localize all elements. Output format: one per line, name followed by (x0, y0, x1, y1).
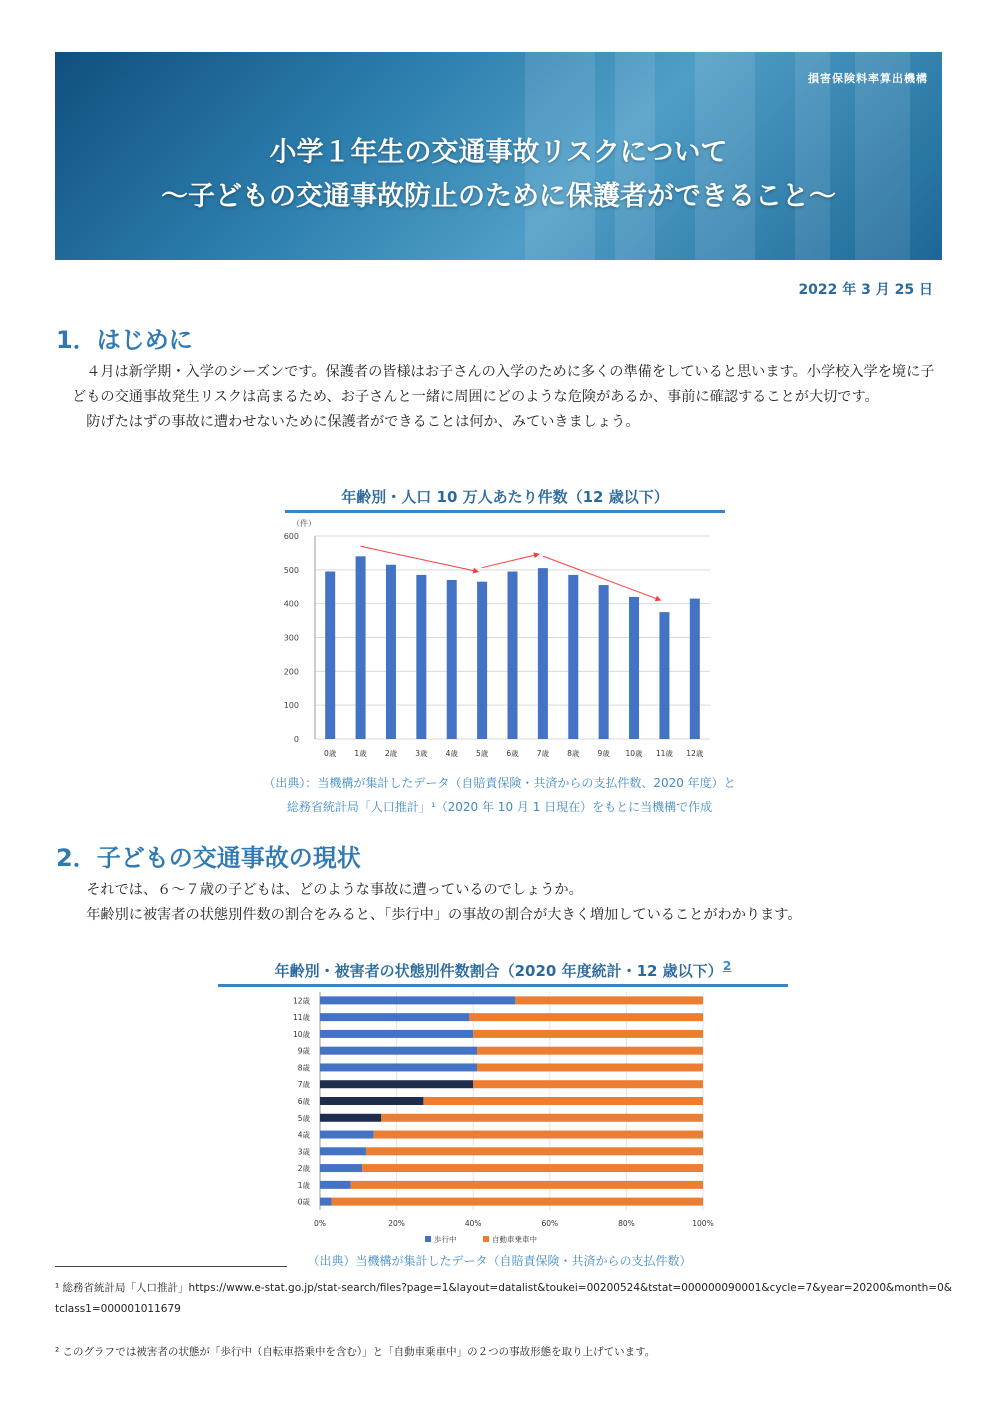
chart1-x-tick-label: 8歳 (567, 749, 580, 758)
chart1-bar (356, 556, 366, 739)
chart2-y-tick-label: 9歳 (297, 1046, 310, 1056)
chart1-svg (270, 512, 730, 772)
chart2-y-tick-label: 4歳 (297, 1130, 310, 1140)
chart2-bar-walk (320, 1198, 331, 1206)
section2-body (72, 878, 942, 928)
chart2-bar-car (477, 1063, 703, 1071)
footnote-1: ¹ 総務省統計局「人口推計」https://www.e-stat.go.jp/stat-search/files?page=1&layout=datalist&toukei=00200524&tstat=000000090001&cycle=7&year=20200&month=0&tclass1=000001011679 (55, 1282, 952, 1315)
chart1-x-tick-label: 2歳 (384, 749, 398, 758)
chart1-bar (416, 575, 426, 739)
section2-paragraph: 年齢別に被害者の状態別件数の割合をみると、「歩行中」の事故の割合が大きく増加していることがわかります。 (86, 907, 802, 923)
chart1-unit-label: （件） (292, 519, 316, 528)
chart1-y-tick-label: 600 (283, 532, 299, 541)
chart1-bar (477, 582, 487, 739)
chart1-x-tick-label: 3歳 (415, 749, 428, 758)
section2-paragraph: それでは、６～７歳の子どもは、どのような事故に遭っているのでしょうか。 (86, 882, 583, 898)
chart2-bar-car (331, 1198, 703, 1206)
chart1-bar (538, 568, 548, 739)
chart2-bar-walk (320, 1147, 366, 1155)
chart1-y-tick-label: 200 (283, 667, 299, 677)
chart2-y-tick-label: 3歳 (297, 1147, 310, 1157)
chart1-bar (659, 612, 669, 739)
chart1-title: 年齢別・人口 10 万人あたり件数（12 歳以下） (285, 486, 725, 513)
chart1-trend-arrow (482, 554, 539, 568)
chart2-x-tick-label: 20% (388, 1219, 405, 1228)
section1-paragraph: ４月は新学期・入学のシーズンです。保護者の皆様はお子さんの入学のために多くの準備をしていると思います。小学校入学を境に子どもの交通事故発生リスクは高まるため、お子さんと一緒に周囲にどのような危険があるか、事前に確認することが大切です。 (72, 364, 935, 405)
footnote-2: ² このグラフでは被害者の状態が「歩行中（自転車搭乗中を含む）」と「自動車乗車中」の２つの事故形態を取り上げています。 (55, 1346, 656, 1358)
chart2-bar-walk (320, 1097, 423, 1105)
chart1-bar (568, 575, 578, 739)
chart2-bar-walk (320, 1030, 473, 1038)
document-subtitle: ～子どもの交通事故防止のために保護者ができること～ (161, 181, 836, 212)
chart1-y-tick-label: 400 (283, 599, 299, 609)
chart2-y-tick-label: 0歳 (297, 1197, 310, 1207)
chart1-bar (447, 580, 457, 739)
chart2-title-text: 年齢別・被害者の状態別件数割合（2020 年度統計・12 歳以下） (274, 962, 723, 980)
chart2-legend-label-car: 自動車乗車中 (492, 1235, 537, 1244)
chart1-bar (629, 597, 639, 739)
chart2-y-tick-label: 8歳 (297, 1063, 310, 1073)
chart2-bar-walk (320, 1013, 469, 1021)
chart2-bar-car (362, 1164, 703, 1172)
chart1-x-tick-label: 7歳 (536, 749, 550, 758)
chart2-bar-car (423, 1097, 703, 1105)
chart2-x-tick-label: 100% (692, 1219, 714, 1228)
chart2-bar-walk (320, 1131, 374, 1139)
chart1-y-tick-label: 300 (283, 633, 299, 643)
chart2-source: （出典）当機構が集計したデータ（自賠責保険・共済からの支払件数） (307, 1254, 692, 1268)
chart1-source-line2: 総務省統計局「人口推計」¹（2020 年 10 月 1 日現在）をもとに当機構で作成 (286, 800, 713, 814)
chart2-y-tick-label: 1歳 (297, 1180, 310, 1190)
organization-name: 損害保険料率算出機構 (808, 72, 928, 85)
chart1-x-tick-label: 9歳 (597, 749, 610, 758)
chart1-x-tick-label: 10歳 (625, 749, 643, 758)
chart2-y-tick-label: 12歳 (292, 996, 310, 1006)
chart1-y-tick-label: 0 (293, 735, 299, 744)
chart2-y-tick-label: 5歳 (297, 1113, 310, 1123)
chart2-x-tick-label: 60% (541, 1219, 559, 1228)
chart2-title (218, 958, 788, 987)
chart1-bar (386, 565, 396, 739)
chart1-x-tick-label: 0歳 (324, 749, 337, 758)
chart2-bar-walk (320, 1080, 473, 1088)
chart2-bar-car (477, 1047, 703, 1055)
chart1-y-tick-label: 100 (283, 701, 299, 711)
chart2-bar-car (473, 1080, 703, 1088)
chart2-x-tick-label: 40% (464, 1219, 482, 1228)
chart2-legend-swatch-car (483, 1236, 489, 1242)
chart2-bar-walk (320, 1181, 351, 1189)
chart1-y-tick-label: 500 (283, 565, 299, 575)
chart2-legend-swatch-walk (425, 1236, 431, 1242)
chart2-legend-label-walk: 歩行中 (434, 1235, 457, 1244)
chart2-bar-walk (320, 996, 515, 1004)
chart1-bar (690, 599, 700, 739)
chart2-bar-car (469, 1013, 703, 1021)
chart1-bar (599, 585, 609, 739)
chart2-y-tick-label: 7歳 (297, 1080, 310, 1090)
chart2-bar-car (351, 1181, 703, 1189)
chart1-x-tick-label: 6歳 (506, 749, 519, 758)
chart2-y-tick-label: 10歳 (292, 1029, 310, 1039)
section1-paragraph: 防げたはずの事故に遭わせないために保護者ができることは何か、みていきましょう。 (86, 414, 640, 430)
chart1-trend-arrow (361, 546, 479, 571)
chart2-y-tick-label: 6歳 (297, 1097, 310, 1106)
section1-body (72, 360, 942, 435)
chart2-y-tick-label: 11歳 (292, 1013, 310, 1023)
chart1-x-tick-label: 5歳 (475, 749, 489, 758)
chart1-source-line1: （出典）：当機構が集計したデータ（自賠責保険・共済からの支払件数、2020 年度）と (263, 776, 736, 790)
document-title: 小学１年生の交通事故リスクについて (269, 137, 728, 168)
chart2-bar-car (374, 1131, 703, 1139)
chart1-x-tick-label: 4歳 (445, 749, 458, 758)
chart1-x-tick-label: 12歳 (686, 749, 704, 758)
chart2-bar-walk (320, 1047, 477, 1055)
chart2-bar-walk (320, 1114, 381, 1122)
chart1-bar (325, 572, 335, 739)
section1-heading: 1．はじめに (56, 326, 193, 354)
chart2-bar-car (381, 1114, 703, 1122)
footnote-divider (55, 1266, 287, 1267)
header-banner (55, 52, 942, 260)
chart2-title-footnote-ref[interactable]: 2 (722, 958, 732, 973)
chart1-x-tick-label: 1歳 (354, 749, 367, 758)
section2-heading: 2．子どもの交通事故の現状 (56, 844, 361, 872)
chart2-bar-car (366, 1147, 703, 1155)
chart2-x-tick-label: 80% (618, 1219, 635, 1228)
chart2-x-tick-label: 0% (314, 1219, 326, 1228)
chart2-y-tick-label: 2歳 (297, 1164, 310, 1174)
chart2-bar-car (515, 996, 703, 1004)
chart1-bar (508, 572, 518, 739)
chart2-bar-walk (320, 1063, 477, 1071)
chart2-bar-car (473, 1030, 703, 1038)
chart2-svg (270, 988, 730, 1260)
chart2-bar-walk (320, 1164, 362, 1172)
chart1-x-tick-label: 11歳 (655, 749, 673, 758)
publish-date: 2022 年 3 月 25 日 (798, 282, 933, 298)
